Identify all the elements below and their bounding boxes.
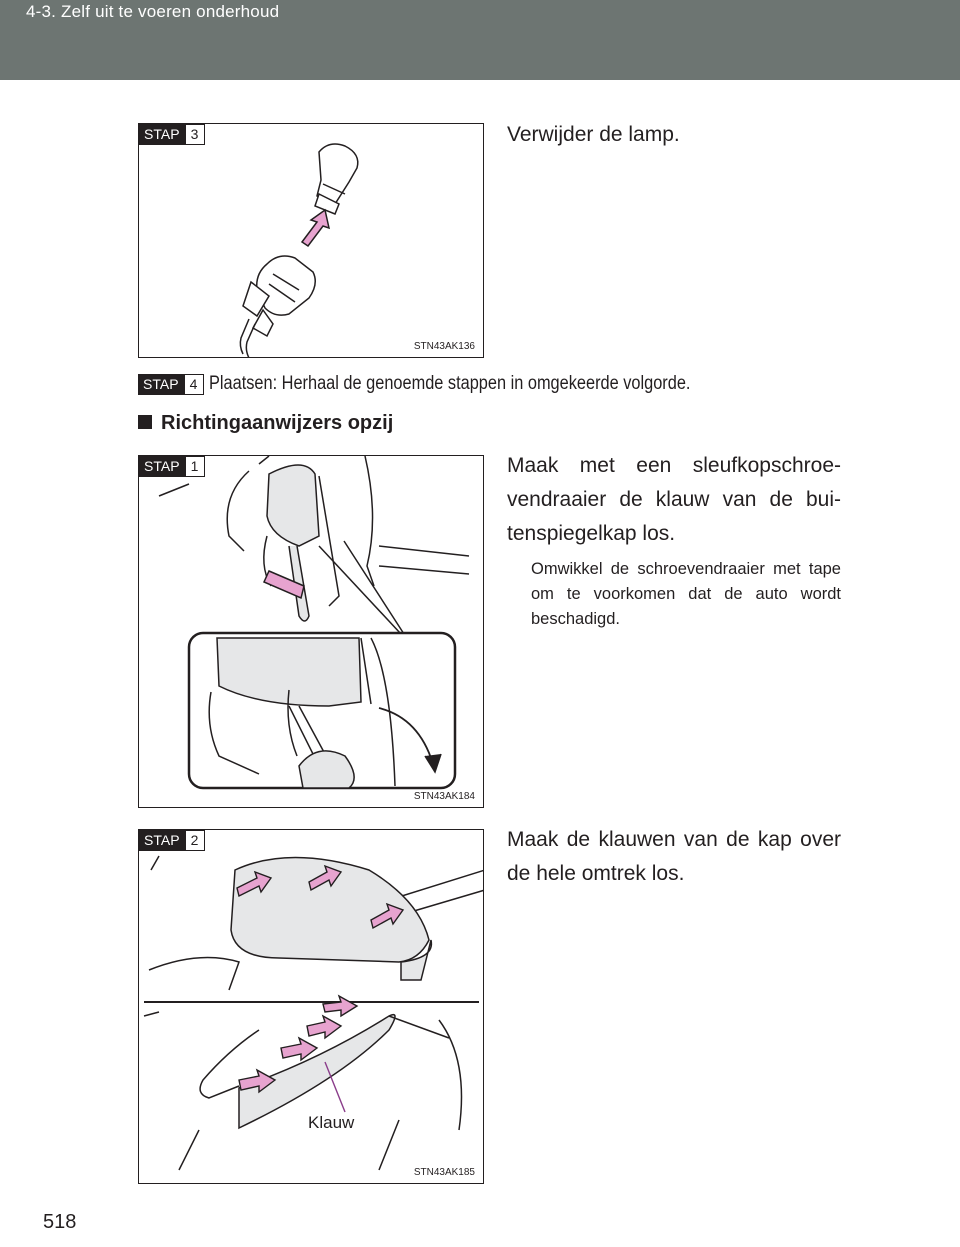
mirror-screwdriver-illustration — [139, 456, 484, 808]
claw-callout: Klauw — [308, 1113, 355, 1132]
figure-code: STN43AK184 — [413, 791, 475, 802]
step1-text: Maak met een sleufkopschroe-vendraaier de klauw van de bui-tenspiegelkap los. — [507, 454, 841, 545]
page-header — [0, 0, 960, 80]
step2-text: Maak de klauwen van de kap over de hele omtrek los. — [507, 828, 841, 885]
figure-remove-bulb — [138, 123, 484, 358]
figure-release-claws — [138, 829, 484, 1184]
section-heading: Richtingaanwijzers opzij — [138, 412, 393, 435]
step-badge: STAP 2 — [139, 830, 205, 851]
square-bullet-icon — [138, 415, 152, 429]
figure-code: STN43AK185 — [413, 1167, 475, 1178]
step3-text: Verwijder de lamp. — [507, 123, 680, 146]
step1-note: Omwikkel de schroevendraaier met tape om te voorkomen dat de auto wordt beschadigd. — [531, 560, 841, 628]
step-badge: STAP 1 — [139, 456, 205, 477]
figure-code: STN43AK136 — [413, 341, 475, 352]
bulb-illustration — [139, 124, 484, 358]
step4-row — [138, 373, 768, 395]
step-badge: STAP 3 — [139, 124, 205, 145]
step-badge: STAP 4 — [138, 374, 204, 395]
step4-text: Plaatsen: Herhaal de genoemde stappen in omgekeerde volgorde. — [208, 373, 690, 394]
figure-release-claw — [138, 455, 484, 808]
page-number: 518 — [43, 1211, 77, 1233]
chapter-title: 4-3. Zelf uit te voeren onderhoud — [26, 2, 280, 21]
